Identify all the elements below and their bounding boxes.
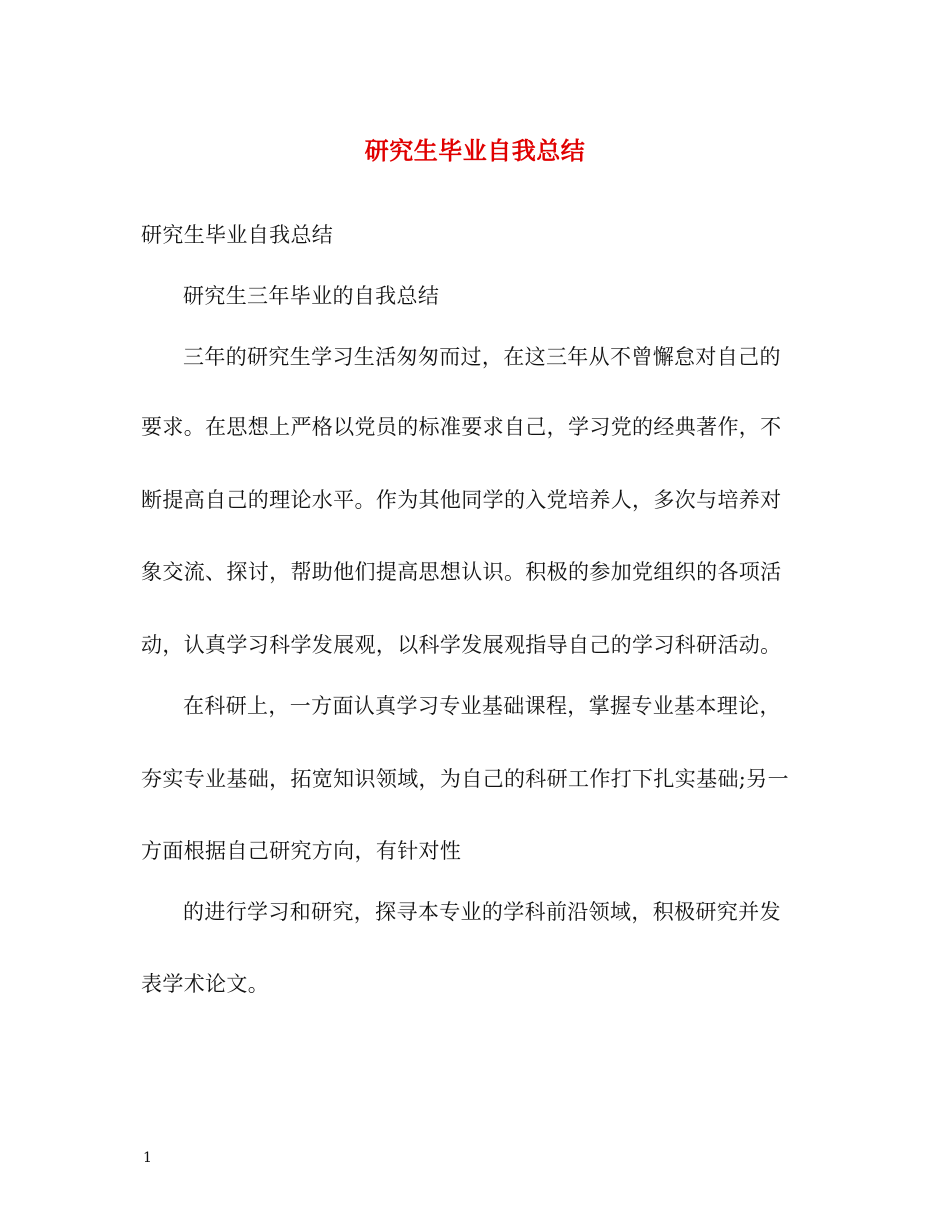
paragraph-line: 方面根据自己研究方向，有针对性 [141,839,462,863]
paragraph-line: 的进行学习和研究，探寻本专业的学科前沿领域，积极研究并发 [183,900,781,924]
page-number: 1 [143,1150,152,1166]
paragraph-line: 表学术论文。 [141,972,270,996]
paragraph-line: 要求。在思想上严格以党员的标准要求自己，学习党的经典著作，不 [141,415,782,439]
document-title: 研究生毕业自我总结 [364,136,586,165]
section-heading: 研究生三年毕业的自我总结 [183,284,440,308]
subtitle-line: 研究生毕业自我总结 [141,223,334,247]
paragraph-line: 在科研上，一方面认真学习专业基础课程，掌握专业基本理论， [183,694,781,718]
paragraph-line: 象交流、探讨，帮助他们提高思想认识。积极的参加党组织的各项活 [141,560,782,584]
paragraph-line: 动，认真学习科学发展观，以科学发展观指导自己的学习科研活动。 [141,633,782,657]
paragraph-line: 断提高自己的理论水平。作为其他同学的入党培养人，多次与培养对 [141,488,782,512]
paragraph-line: 夯实专业基础，拓宽知识领域，为自己的科研工作打下扎实基础;另一 [141,767,789,791]
paragraph-line: 三年的研究生学习生活匆匆而过，在这三年从不曾懈怠对自己的 [183,345,781,369]
